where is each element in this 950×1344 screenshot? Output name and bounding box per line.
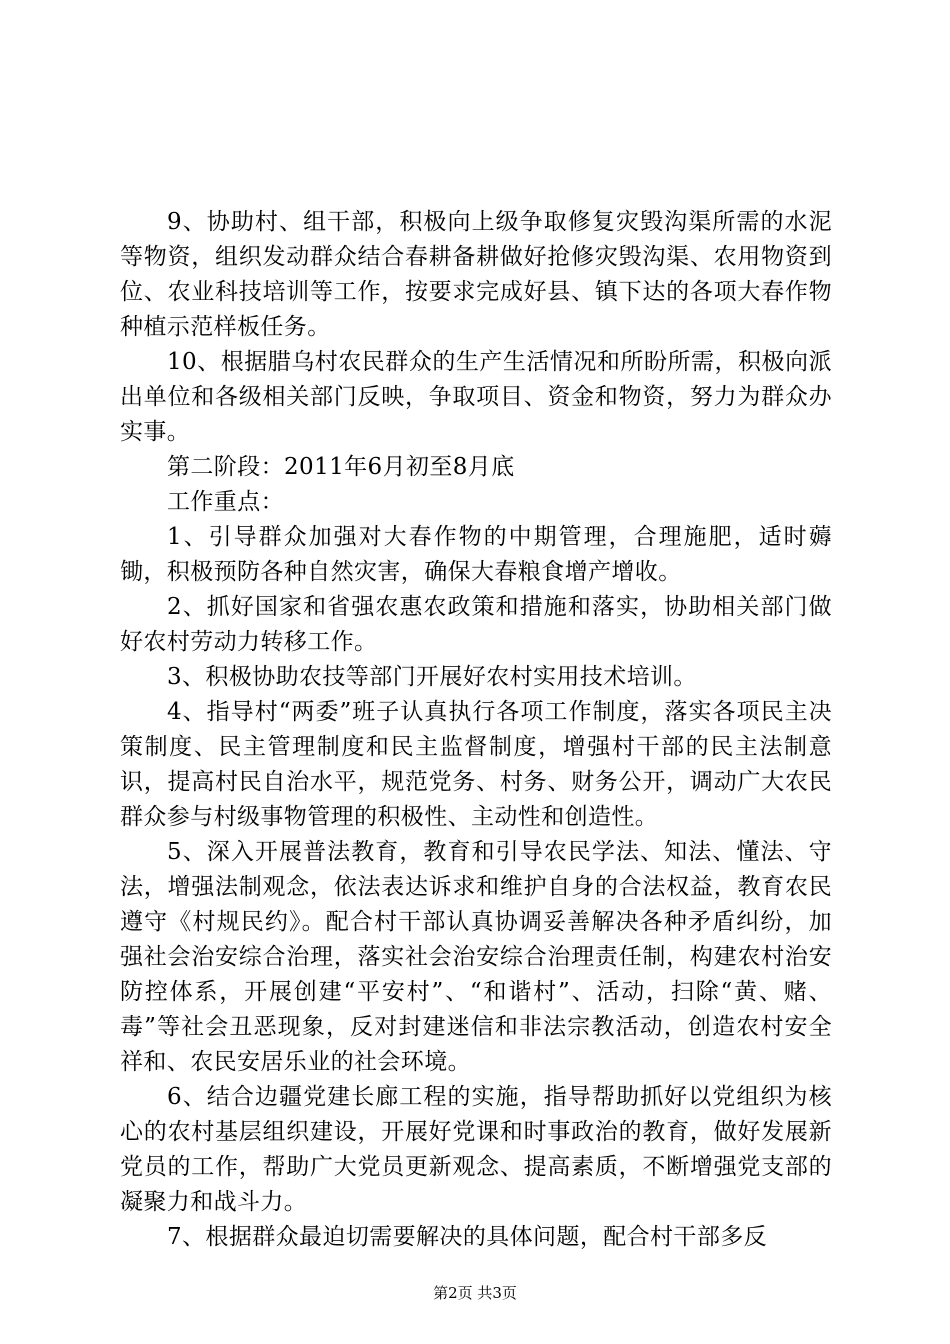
page-footer xyxy=(0,1283,950,1303)
page-number-label: 第2页 共3页 xyxy=(433,1284,517,1302)
paragraph-item-9: 9、协助村、组干部，积极向上级争取修复灾毁沟渠所需的水泥等物资，组织发动群众结合春耕备耕做好抢修灾毁沟渠、农用物资到位、农业科技培训等工作，按要求完成好县、镇下达的各项大春作物种植示范样板任务。 xyxy=(120,209,832,340)
paragraph-item-6: 6、结合边疆党建长廊工程的实施，指导帮助抓好以党组织为核心的农村基层组织建设，开展好党课和时事政治的教育，做好发展新党员的工作，帮助广大党员更新观念、提高素质，不断增强党支部的凝聚力和战斗力。 xyxy=(120,1084,832,1215)
paragraph-item-7: 7、根据群众最迫切需要解决的具体问题，配合村干部多反 xyxy=(167,1224,768,1250)
work-focus-label: 工作重点： xyxy=(167,489,284,515)
paragraph-item-5: 5、深入开展普法教育，教育和引导农民学法、知法、懂法、守法，增强法制观念，依法表达诉求和维护自身的合法权益，教育农民遵守《村规民约》。配合村干部认真协调妥善解决各种矛盾纠纷，加强社会治安综合治理，落实社会治安综合治理责任制，构建农村治安防控体系，开展创建“平安村”、“和谐村”、活动，扫除“黄、赌、毒”等社会丑恶现象，反对封建迷信和非法宗教活动，创造农村安全祥和、农民安居乐业的社会环境。 xyxy=(120,839,832,1075)
paragraph-item-2: 2、抓好国家和省强农惠农政策和措施和落实，协助相关部门做好农村劳动力转移工作。 xyxy=(120,594,832,655)
paragraph-item-4: 4、指导村“两委”班子认真执行各项工作制度，落实各项民主决策制度、民主管理制度和民主监督制度，增强村干部的民主法制意识，提高村民自治水平，规范党务、村务、财务公开，调动广大农民群众参与村级事物管理的积极性、主动性和创造性。 xyxy=(120,699,832,830)
stage-heading: 第二阶段：2011年6月初至8月底 xyxy=(167,454,515,480)
paragraph-item-1: 1、引导群众加强对大春作物的中期管理，合理施肥，适时薅锄，积极预防各种自然灾害，确保大春粮食增产增收。 xyxy=(120,524,832,585)
document-body xyxy=(120,205,832,1255)
paragraph-item-3: 3、积极协助农技等部门开展好农村实用技术培训。 xyxy=(167,664,697,690)
paragraph-item-10: 10、根据腊乌村农民群众的生产生活情况和所盼所需，积极向派出单位和各级相关部门反映，争取项目、资金和物资，努力为群众办实事。 xyxy=(120,349,832,445)
